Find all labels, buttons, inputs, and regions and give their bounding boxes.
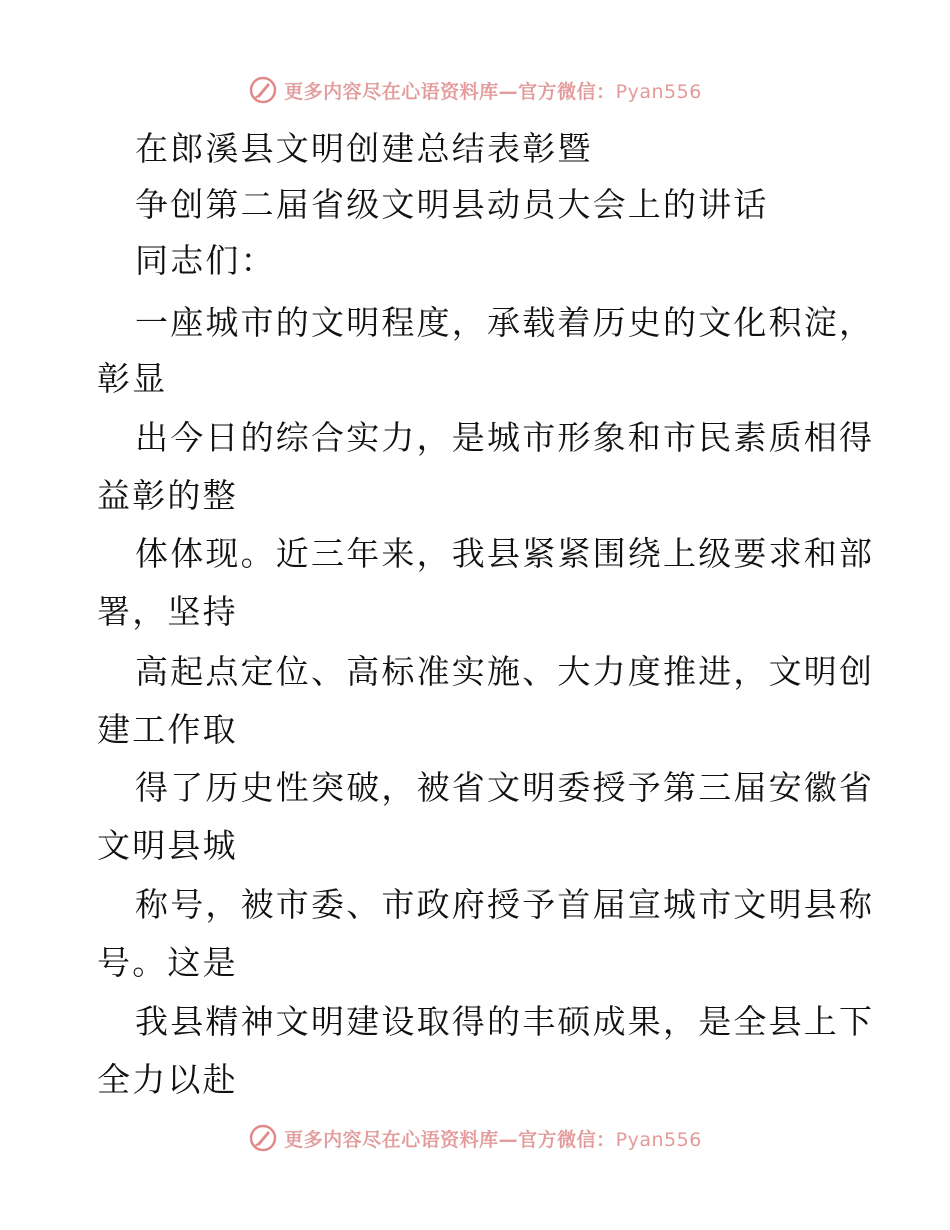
paragraph-line: 彰显	[97, 359, 168, 398]
paragraph-line: 益彰的整	[97, 476, 238, 515]
paragraph-line: 署，坚持	[97, 592, 238, 631]
title-line-1: 在郎溪县文明创建总结表彰暨	[135, 129, 593, 168]
paragraph-line: 一座城市的文明程度，承载着历史的文化积淀，	[135, 303, 875, 342]
paragraph-line: 出今日的综合实力，是城市形象和市民素质相得	[135, 418, 875, 457]
header-watermark	[0, 70, 950, 110]
paragraph-line: 建工作取	[97, 710, 238, 749]
footer-watermark	[0, 1118, 950, 1158]
paragraph-line: 我县精神文明建设取得的丰硕成果，是全县上下	[135, 1002, 875, 1041]
paragraph-line: 称号，被市委、市政府授予首届宣城市文明县称	[135, 885, 875, 924]
watermark-text: 更多内容尽在心语资料库—官方微信：Pyan556	[284, 80, 702, 103]
watermark-text: 更多内容尽在心语资料库—官方微信：Pyan556	[284, 1128, 702, 1151]
paragraph-line: 高起点定位、高标准实施、大力度推进，文明创	[135, 652, 875, 691]
paragraph-line: 号。这是	[97, 943, 238, 982]
paragraph-line: 得了历史性突破，被省文明委授予第三届安徽省	[135, 768, 875, 807]
greeting: 同志们：	[135, 241, 276, 280]
paragraph-line: 体体现。近三年来，我县紧紧围绕上级要求和部	[135, 534, 875, 573]
paragraph-line: 全力以赴	[97, 1060, 238, 1099]
quill-logo-icon	[248, 1123, 278, 1153]
paragraph-line: 文明县城	[97, 826, 238, 865]
title-line-2: 争创第二届省级文明县动员大会上的讲话	[135, 185, 769, 224]
quill-logo-icon	[248, 75, 278, 105]
